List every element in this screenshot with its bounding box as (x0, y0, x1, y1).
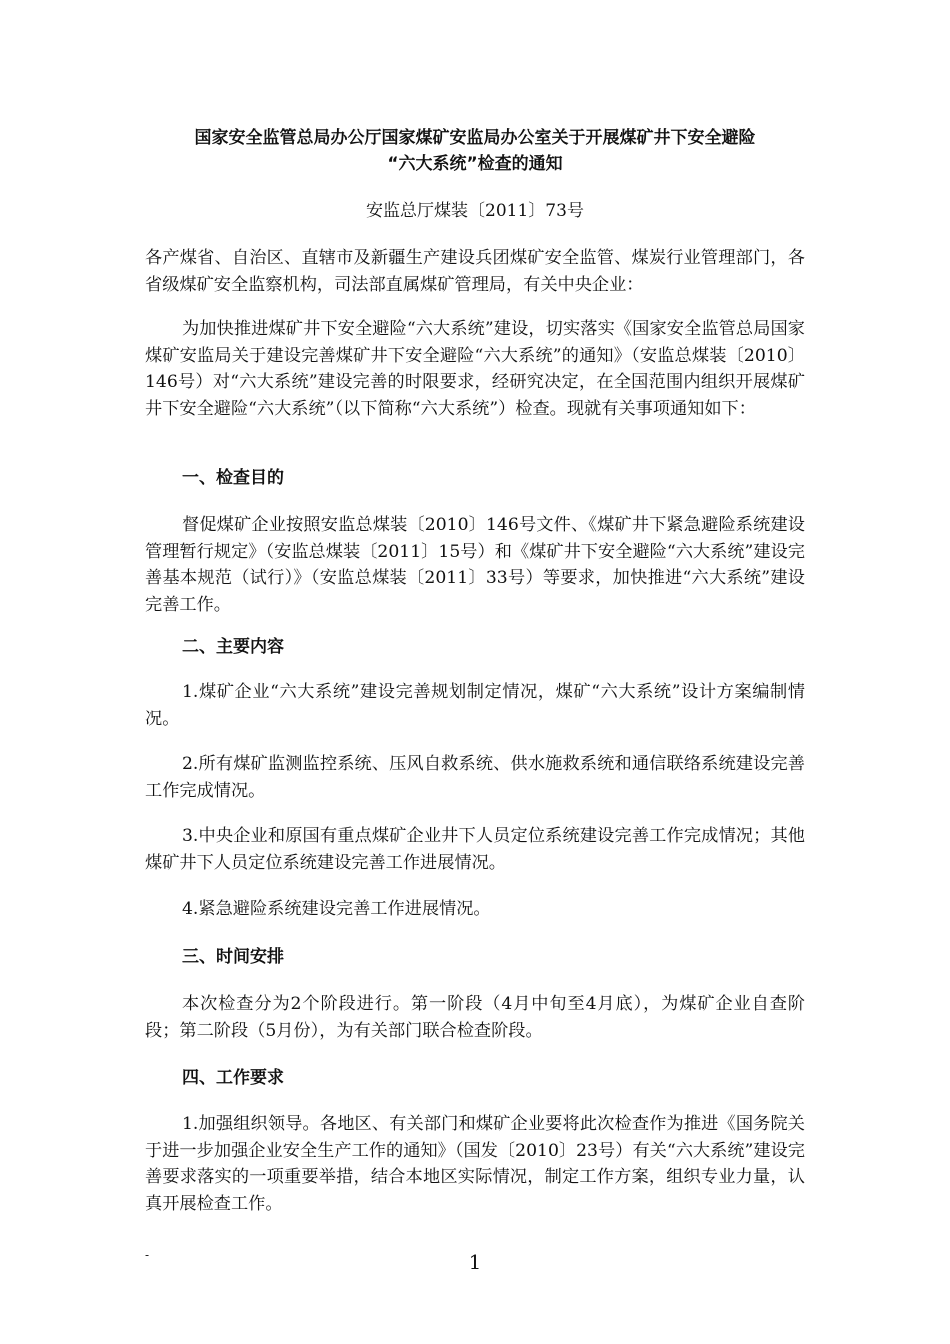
section-heading-requirements: 四、工作要求 (182, 1068, 284, 1088)
content-item-1: 1.煤矿企业“六大系统”建设完善规划制定情况，煤矿“六大系统”设计方案编制情况。 (145, 682, 805, 729)
content-item-2: 2.所有煤矿监测监控系统、压风自救系统、供水施救系统和通信联络系统建设完善工作完成情况。 (145, 754, 805, 801)
schedule-paragraph: 本次检查分为2个阶段进行。第一阶段（4月中旬至4月底），为煤矿企业自查阶段；第二阶段（5月份），为有关部门联合检查阶段。 (145, 994, 805, 1041)
requirement-item-1: 1.加强组织领导。各地区、有关部门和煤矿企业要将此次检查作为推进《国务院关于进一步加强企业安全生产工作的通知》（国发〔2010〕23号）有关“六大系统”建设完善要求落实的一项重要举措，结合本地区实际情况，制定工作方案，组织专业力量，认真开展检查工作。 (145, 1114, 805, 1214)
addressee-paragraph: 各产煤省、自治区、直辖市及新疆生产建设兵团煤矿安全监管、煤炭行业管理部门，各省级煤矿安全监察机构，司法部直属煤矿管理局，有关中央企业： (145, 248, 805, 295)
content-item-3: 3.中央企业和原国有重点煤矿企业井下人员定位系统建设完善工作完成情况；其他煤矿井下人员定位系统建设完善工作进展情况。 (145, 826, 805, 873)
section-heading-content: 二、主要内容 (182, 637, 284, 657)
purpose-paragraph: 督促煤矿企业按照安监总煤装〔2010〕146号文件、《煤矿井下紧急避险系统建设管理暂行规定》（安监总煤装〔2011〕15号）和《煤矿井下安全避险“六大系统”建设完善基本规范（试行）》（安监总煤装〔2011〕33号）等要求，加快推进“六大系统”建设完善工作。 (145, 515, 805, 615)
document-title-line-1: 国家安全监管总局办公厅国家煤矿安监局办公室关于开展煤矿井下安全避险 (194, 128, 756, 148)
section-heading-purpose: 一、检查目的 (182, 468, 284, 488)
page-number: 1 (468, 1250, 482, 1274)
content-item-4: 4.紧急避险系统建设完善工作进展情况。 (182, 899, 491, 919)
document-title-line-2: “六大系统”检查的通知 (387, 154, 563, 174)
document-number: 安监总厅煤装〔2011〕73号 (366, 201, 584, 221)
footer-mark: - (145, 1248, 150, 1262)
intro-paragraph: 为加快推进煤矿井下安全避险“六大系统”建设，切实落实《国家安全监管总局国家煤矿安监局关于建设完善煤矿井下安全避险“六大系统”的通知》（安监总煤装〔2010〕146号）对“六大系统”建设完善的时限要求，经研究决定，在全国范围内组织开展煤矿井下安全避险“六大系统”（以下简称“六大系统”）检查。现就有关事项通知如下： (145, 319, 805, 419)
section-heading-schedule: 三、时间安排 (182, 947, 284, 967)
